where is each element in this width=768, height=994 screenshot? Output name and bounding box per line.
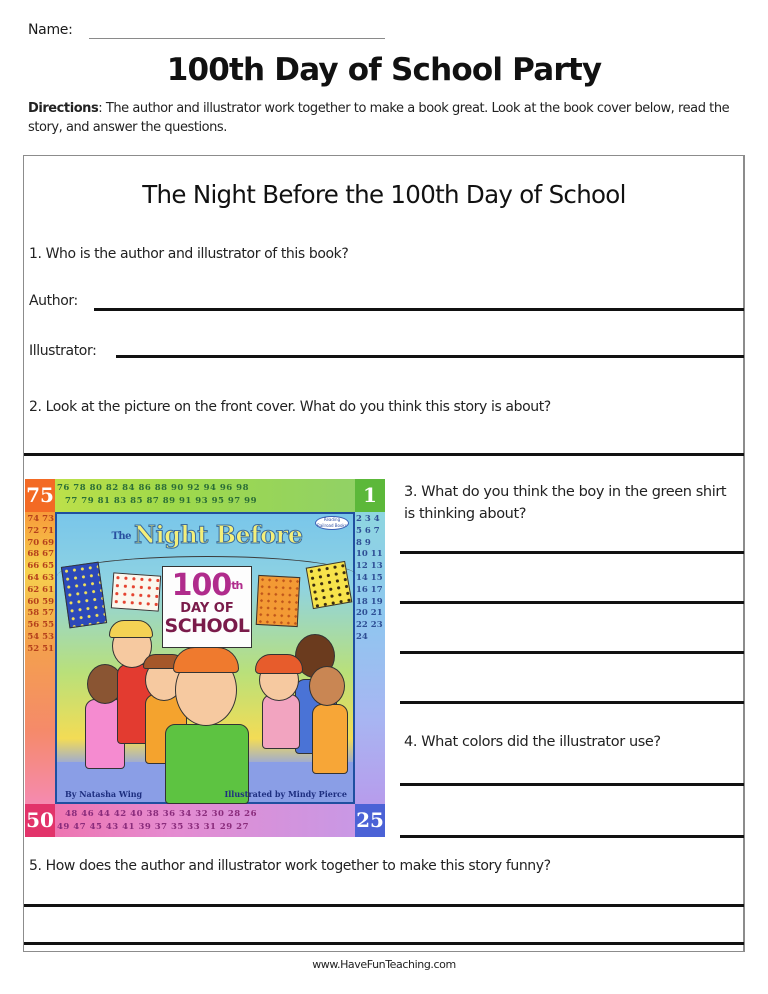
cover-scene [55, 512, 355, 804]
question-5: 5. How does the author and illustrator work together to make this story funny? [29, 858, 551, 874]
directions-label: Directions [28, 101, 99, 116]
question-3-answer-line-4[interactable] [400, 701, 744, 704]
question-3-answer-line-3[interactable] [400, 651, 744, 654]
cover-author-credit: By Natasha Wing [65, 789, 143, 799]
question-4: 4. What colors did the illustrator use? [404, 734, 661, 750]
illustrator-label: Illustrator: [29, 343, 97, 359]
book-cover-image [25, 479, 385, 837]
kid-hair-icon [109, 620, 153, 638]
kid-figure-icon [312, 704, 348, 774]
cover-corner-25: 25 [355, 804, 385, 837]
question-4-answer-line-2[interactable] [400, 835, 744, 838]
publisher-badge-icon: Reading Railroad Books [315, 516, 349, 530]
kid-head-icon [309, 666, 345, 706]
hanging-art-flowers-icon [111, 572, 161, 611]
directions-text: : The author and illustrator work together to make a book great. Look at the book cover below, read the story, and answer the questions. [28, 101, 730, 135]
name-input-line[interactable] [89, 38, 385, 39]
kid-figure-icon [262, 694, 300, 749]
cover-illustrator-credit: Illustrated by Mindy Pierce [224, 789, 347, 799]
cover-corner-50: 50 [25, 804, 55, 837]
book-title: The Night Before the 100th Day of School [142, 180, 626, 209]
page-title: 100th Day of School Party [166, 52, 602, 88]
question-3-answer-line-2[interactable] [400, 601, 744, 604]
cover-top-numbers: 76 78 80 82 84 86 88 90 92 94 96 98 77 79 81 83 85 87 89 91 93 95 97 99 [57, 483, 257, 506]
kid-hair-icon [255, 654, 303, 674]
question-3-answer-line-1[interactable] [400, 551, 744, 554]
author-answer-line[interactable] [94, 308, 744, 311]
question-5-answer-line-1[interactable] [24, 904, 744, 907]
name-label: Name: [28, 22, 73, 38]
question-3: 3. What do you think the boy in the green shirt is thinking about? [404, 484, 727, 522]
directions [28, 99, 748, 137]
cover-corner-1: 1 [355, 479, 385, 512]
question-2-answer-line[interactable] [24, 453, 744, 456]
question-4-answer-line-1[interactable] [400, 783, 744, 786]
footer-website: www.HaveFunTeaching.com [312, 958, 456, 971]
author-label: Author: [29, 293, 78, 309]
boy-hair-icon [173, 647, 239, 673]
illustrator-answer-line[interactable] [116, 355, 744, 358]
cover-corner-75: 75 [25, 479, 55, 512]
question-5-answer-line-2[interactable] [24, 942, 744, 945]
cover-bottom-numbers: 48 46 44 42 40 38 36 34 32 30 28 26 49 47 45 43 41 39 37 35 33 31 29 27 [57, 809, 257, 832]
cover-title: The Night Before [111, 520, 303, 549]
hanging-art-dots-icon [256, 575, 301, 627]
question-2: 2. Look at the picture on the front cover. What do you think this story is about? [29, 399, 551, 415]
hanging-art-spots-icon [306, 561, 353, 609]
cover-left-numbers: 74 73 72 71 70 69 68 67 66 65 64 63 62 61 60 59 58 57 56 55 54 53 52 51 [27, 514, 54, 654]
question-1: 1. Who is the author and illustrator of this book? [29, 246, 349, 262]
cover-sign: 100th DAY OF SCHOOL [162, 566, 252, 648]
cover-right-numbers: 2 3 4 5 6 7 8 9 10 11 12 13 14 15 16 17 18 19 20 21 22 23 24 [356, 514, 383, 642]
